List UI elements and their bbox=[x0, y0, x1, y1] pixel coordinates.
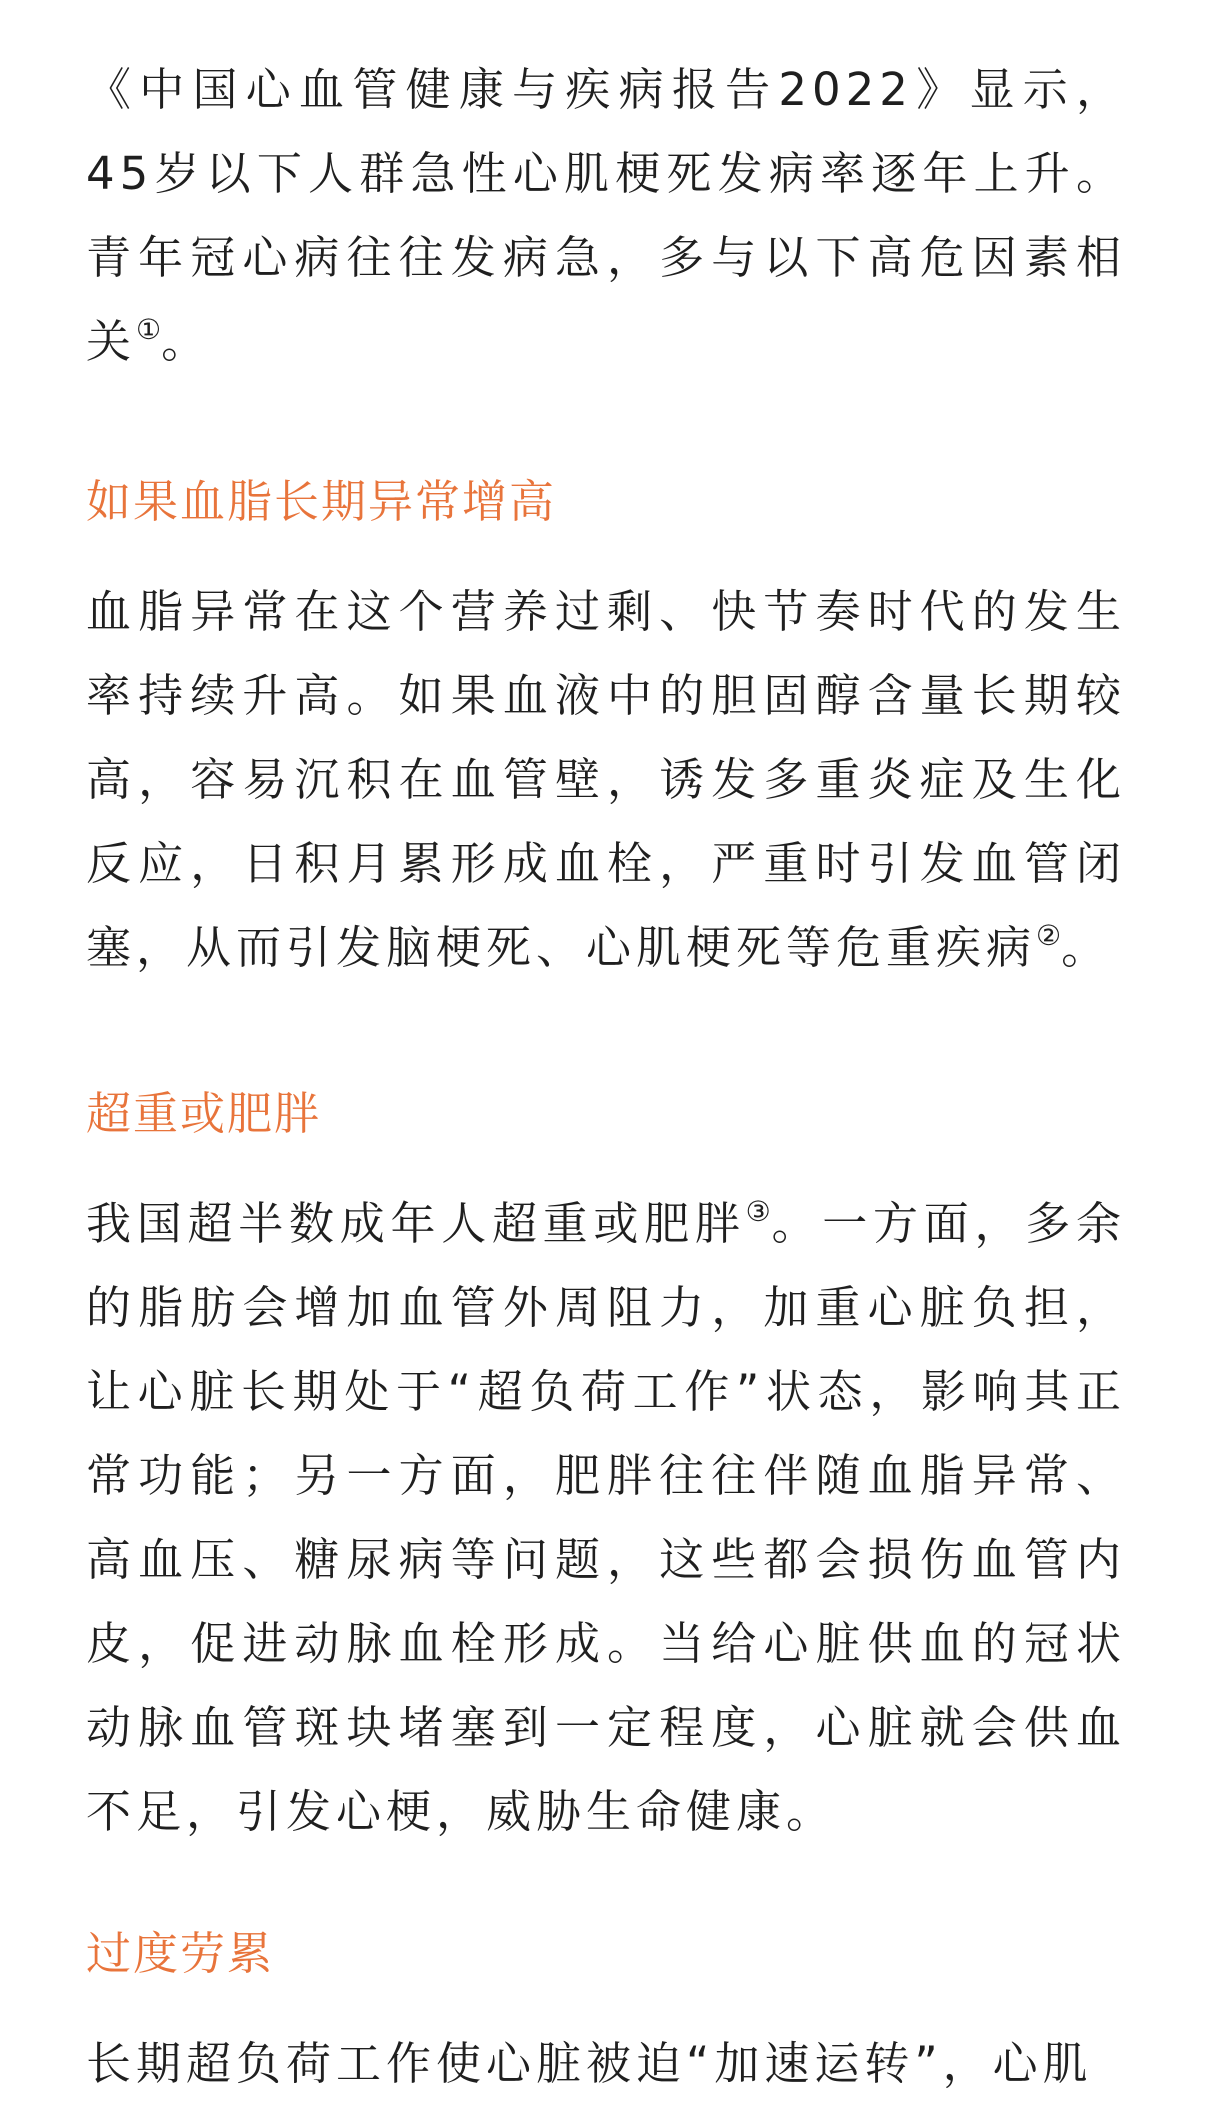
section2-text-b: 。一方面，多余的脂肪会增加血管外周阻力，加重心脏负担，让心脏长期处于“超负荷工作”状态，影响其正常功能；另一方面，肥胖往往伴随血脂异常、高血压、糖尿病等问题，这些都会损伤血管内皮，促进动脉血栓形成。当给心脏供血的冠状动脉血管斑块堵塞到一定程度，心脏就会供血不足，引发心梗，威胁生命健康。 bbox=[86, 1197, 1126, 1838]
section-heading-obesity: 超重或肥胖 bbox=[86, 1087, 322, 1140]
section-paragraph-blood-lipid bbox=[86, 570, 1126, 990]
section-heading-overwork: 过度劳累 bbox=[86, 1927, 275, 1980]
section-heading-blood-lipid: 如果血脂长期异常增高 bbox=[86, 475, 557, 528]
footnote-ref-3[interactable]: ③ bbox=[745, 1195, 772, 1228]
section3-text: 长期超负荷工作使心脏被迫“加速运转”，心肌 bbox=[86, 2037, 1093, 2090]
section-paragraph-overwork bbox=[86, 2022, 1093, 2106]
intro-text: 《中国心血管健康与疾病报告2022》显示，45岁以下人群急性心肌梗死发病率逐年上升。青年冠心病往往发病急，多与以下高危因素相关 bbox=[86, 63, 1126, 368]
section1-text: 血脂异常在这个营养过剩、快节奏时代的发生率持续升高。如果血液中的胆固醇含量长期较高，容易沉积在血管壁，诱发多重炎症及生化反应，日积月累形成血栓，严重时引发血管闭塞，从而引发脑梗死、心肌梗死等危重疾病 bbox=[86, 585, 1126, 974]
section-paragraph-obesity bbox=[86, 1182, 1126, 1854]
section1-end: 。 bbox=[1061, 921, 1112, 974]
footnote-ref-1[interactable]: ① bbox=[136, 313, 162, 346]
intro-end: 。 bbox=[161, 315, 212, 368]
section2-text-a: 我国超半数成年人超重或肥胖 bbox=[86, 1197, 746, 1250]
intro-paragraph bbox=[86, 48, 1126, 384]
footnote-ref-2[interactable]: ② bbox=[1036, 919, 1062, 952]
